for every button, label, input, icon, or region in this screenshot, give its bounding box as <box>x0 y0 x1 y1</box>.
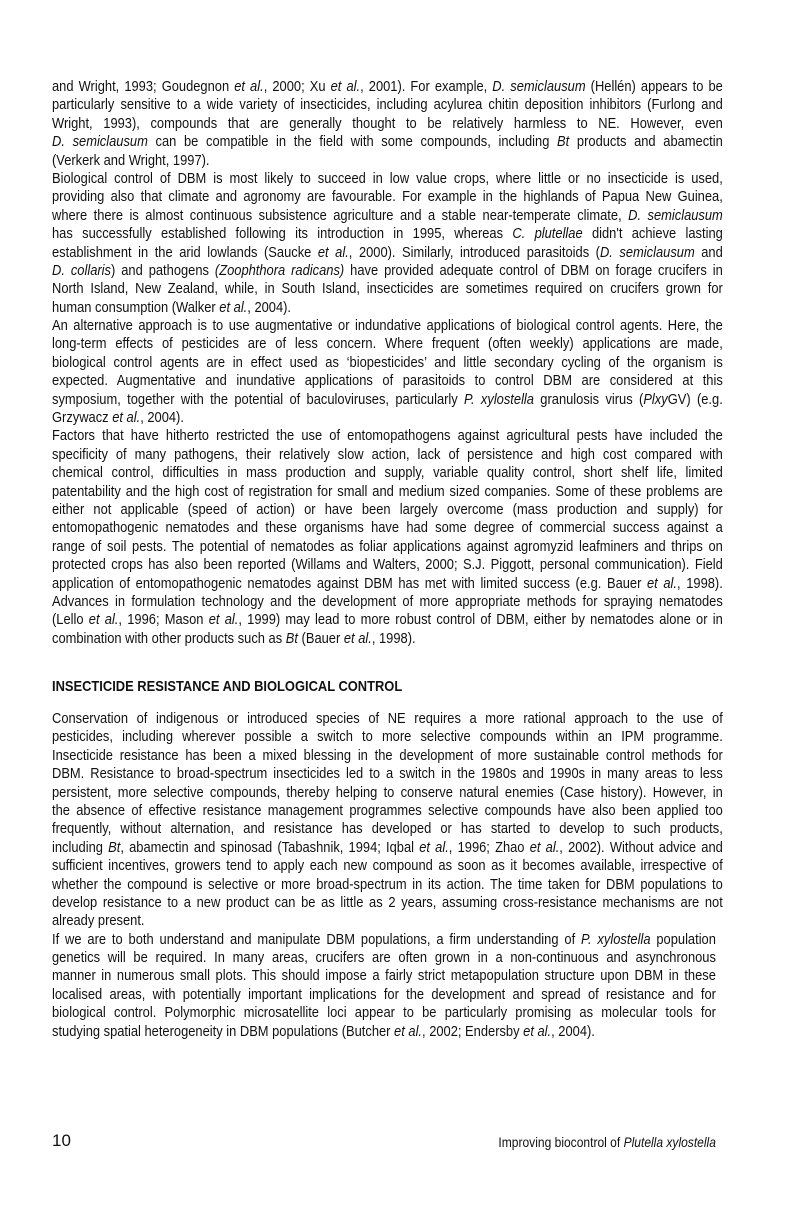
text-line <box>52 630 723 648</box>
text-run: long-term effects of pesticides are of less concern. Where frequent (often weekly) applications are made, <box>52 335 723 353</box>
text-run: combination with other products such as <box>52 629 286 647</box>
text-line <box>52 225 723 243</box>
text-line <box>52 464 723 482</box>
text-run: develop resistance to a new product can be as little as 2 years, assuming cross-resistance mechanisms are not <box>52 893 723 911</box>
text-run: (Hellén) appears to be <box>585 78 723 95</box>
italic-run: D. semiclausum <box>599 243 695 261</box>
text-run: , 2001). For example, <box>360 78 493 95</box>
paragraph <box>52 427 723 648</box>
text-line <box>52 354 723 372</box>
text-run: (Lello <box>52 611 89 629</box>
text-run: Insecticide resistance has been a mixed blessing in the development of more sustainable control methods for <box>52 746 723 764</box>
text-run: pesticides, including wherever possible a switch to more selective compounds within an IPM programme. <box>52 728 723 746</box>
italic-run: P. xylostella <box>581 930 651 948</box>
italic-run: Bt <box>285 629 298 647</box>
text-line <box>52 820 723 838</box>
text-run: , 2000; Xu <box>263 78 331 95</box>
text-run: can be compatible in the field with some compounds, including <box>147 133 558 151</box>
text-line <box>52 317 723 335</box>
text-run: manner in numerous small plots. This should impose a fairly strict metapopulation structure upon DBM in these <box>52 967 716 985</box>
text-line <box>52 244 723 262</box>
text-line <box>52 611 723 629</box>
italic-run: et al. <box>112 409 141 427</box>
italic-run: D. semiclausum <box>492 78 586 95</box>
text-run: North Island, New Zealand, while, in South Island, insecticides are sometimes required on crucifers grown for <box>52 280 723 298</box>
text-line <box>52 262 723 280</box>
page-number: 10 <box>52 1131 71 1150</box>
text-run: expected. Augmentative and inundative applications of parasitoids to control DBM are considered at this <box>52 372 723 390</box>
text-line <box>52 299 723 317</box>
text-line <box>52 501 723 519</box>
text-line <box>52 335 723 353</box>
text-run: the absence of effective resistance management programmes selective compounds have also been applied too <box>52 801 723 819</box>
text-run: studying spatial heterogeneity in DBM populations (Butcher <box>52 1022 395 1040</box>
text-run: ) and pathogens <box>110 261 215 279</box>
paragraph <box>52 170 723 317</box>
text-run: Conservation of indigenous or introduced species of NE requires a more rational approach to the use of <box>52 710 723 727</box>
text-run: has successfully established following its introduction in 1995, whereas <box>52 225 513 243</box>
text-run: (Verkerk and Wright, 1997). <box>52 151 210 169</box>
body-text-part-2 <box>52 710 723 1041</box>
italic-run: et al. <box>88 611 119 629</box>
italic-run: et al. <box>647 574 678 592</box>
text-run: entomopathogenic nematodes and these organisms have had some degree of commercial success against a <box>52 519 723 537</box>
running-title-prefix: Improving biocontrol of <box>498 1134 624 1150</box>
text-run: population <box>650 930 716 948</box>
italic-run: et al. <box>419 838 449 856</box>
text-line <box>52 802 723 820</box>
text-line <box>52 1023 723 1041</box>
italic-run: et al. <box>523 1022 552 1040</box>
text-run: , 2002). Without advice and <box>559 838 723 856</box>
text-run: Advances in formulation technology and the development of more appropriate methods for spraying nematodes <box>52 592 723 610</box>
text-line <box>52 728 723 746</box>
text-line <box>52 949 716 967</box>
text-run: Grzywacz <box>52 409 113 427</box>
text-run: , 1998). <box>371 629 416 647</box>
text-line <box>52 391 723 409</box>
text-run: , 2004). <box>140 409 184 427</box>
text-run: patentability and the high cost of registration for small and medium sized companies. Some of these problems are <box>52 482 723 500</box>
paragraph <box>52 710 723 931</box>
text-run: including <box>52 838 109 856</box>
text-run: protected crops has also been reported (Willams and Walters, 2000; S.J. Piggott, personal communication). Field <box>52 556 723 574</box>
text-line <box>52 894 723 912</box>
text-run: , 2002; Endersby <box>422 1022 524 1040</box>
text-run: specificity of many pathogens, their relatively slow action, lack of persistence and high cost compared with <box>52 445 723 463</box>
italic-run: P. xylostella <box>464 390 534 408</box>
text-line <box>52 912 723 930</box>
text-line <box>52 784 723 802</box>
text-line <box>52 207 723 225</box>
text-run: have provided adequate control of DBM on forage crucifers in <box>344 261 723 279</box>
italic-run: et al. <box>208 611 239 629</box>
text-line <box>52 1004 716 1022</box>
text-line <box>52 170 723 188</box>
text-line <box>52 765 723 783</box>
italic-run: et al. <box>219 298 248 316</box>
text-run: genetics will be required. In many areas, crucifers are often grown in a non-continuous and asynchronous <box>52 949 716 967</box>
text-run: biological control agents are in effect used as ‘biopesticides’ and little secondary cycling of the organism is <box>52 353 723 371</box>
text-run: providing also that climate and agronomy are favourable. For example in the highlands of Papua New Guinea, <box>52 188 723 206</box>
text-run: where there is almost continuous subsistence agriculture and a stable near-temperate climate, <box>52 206 629 224</box>
paragraph <box>52 317 723 427</box>
italic-run: et al. <box>394 1022 423 1040</box>
italic-run: et al. <box>529 838 560 856</box>
text-line <box>52 857 723 875</box>
text-line <box>52 747 723 765</box>
text-line <box>52 931 716 949</box>
text-line <box>52 986 716 1004</box>
text-run: products and abamectin <box>569 133 723 151</box>
text-run: and <box>694 243 723 261</box>
text-run: establishment in the arid lowlands (Saucke <box>52 243 318 261</box>
text-line <box>52 575 723 593</box>
section-heading: INSECTICIDE RESISTANCE AND BIOLOGICAL CONTROL <box>52 678 403 695</box>
italic-run: et al. <box>234 78 264 95</box>
text-run: , 2000). Similarly, introduced parasitoids ( <box>348 243 600 261</box>
text-run: , abamectin and spinosad (Tabashnik, 1994; Iqbal <box>120 838 420 856</box>
text-run: Factors that have hitherto restricted the use of entomopathogens against agricultural pests have included the <box>52 427 723 445</box>
text-run: persistent, more selective compounds, thereby helping to conserve natural enemies (Case history). However, in <box>52 783 723 801</box>
text-run: , 1998). <box>677 574 723 592</box>
text-line <box>52 96 723 114</box>
text-run: If we are to both understand and manipulate DBM populations, a firm understanding of <box>52 930 582 948</box>
body-text-part-1 <box>52 78 723 648</box>
text-line <box>52 133 723 151</box>
text-line <box>52 519 723 537</box>
text-line <box>52 372 723 390</box>
running-title <box>498 1134 716 1150</box>
text-run: symposium, together with the potential of baculoviruses, particularly <box>52 390 465 408</box>
italic-run: (Zoophthora radicans) <box>214 261 345 279</box>
text-line <box>52 115 723 133</box>
text-run: An alternative approach is to use augmentative or indundative applications of biological control agents. Here, the <box>52 317 723 335</box>
text-run: , 1996; Mason <box>118 611 209 629</box>
text-line <box>52 446 723 464</box>
text-run: frequently, without alternation, and resistance has developed or has started to develop to such products, <box>52 820 723 838</box>
text-run: , 2004). <box>247 298 292 316</box>
text-line <box>52 483 723 501</box>
text-run: didn't achieve lasting <box>582 225 723 243</box>
text-run: biological control. Polymorphic microsatellite loci appear to be particularly promising as molecular tools for <box>52 1004 716 1022</box>
italic-run: Plxy <box>643 390 668 408</box>
text-run: application of entomopathogenic nematodes against DBM has met with limited success (e.g. Bauer <box>52 574 648 592</box>
italic-run: et al. <box>317 243 349 261</box>
italic-run: D. semiclausum <box>52 133 148 151</box>
text-line <box>52 876 723 894</box>
italic-run: D. collaris <box>52 261 111 279</box>
text-line <box>52 556 723 574</box>
text-line <box>52 409 723 427</box>
text-line <box>52 839 723 857</box>
italic-run: C. plutellae <box>512 225 583 243</box>
text-run: either not applicable (speed of action) or have been largely overcome (mass production and supply) for <box>52 500 723 518</box>
text-line <box>52 188 723 206</box>
text-line <box>52 967 716 985</box>
text-line <box>52 710 723 728</box>
text-line <box>52 78 723 96</box>
text-run: chemical control, difficulties in mass production and supply, variable quality control, short shelf life, limited <box>52 464 723 482</box>
text-run: human consumption (Walker <box>52 298 220 316</box>
text-run: already present. <box>52 912 145 930</box>
text-run: (Bauer <box>297 629 344 647</box>
text-line <box>52 280 723 298</box>
italic-run: Bt <box>557 133 570 151</box>
text-run: granulosis virus ( <box>533 390 644 408</box>
text-line <box>52 427 723 445</box>
text-run: , 1999) may lead to more robust control of DBM, either by nematodes alone or in <box>238 611 723 629</box>
text-run: DBM. Resistance to broad-spectrum insecticides led to a switch in the 1980s and 1990s in many areas to less <box>52 765 723 783</box>
italic-run: et al. <box>330 78 361 95</box>
text-run: , 2004). <box>551 1022 595 1040</box>
text-line <box>52 593 723 611</box>
italic-run: Bt <box>108 838 121 856</box>
text-run: whether the compound is selective or more broad-spectrum in its action. The time taken for DBM populations to <box>52 875 723 893</box>
italic-run: D. semiclausum <box>628 206 723 224</box>
text-run: Biological control of DBM is most likely to succeed in low value crops, where little or no insecticide is used, <box>52 169 723 187</box>
text-run: particularly sensitive to a wide variety of insecticides, including acylurea chitin deposition inhibitors (Furlong and <box>52 96 723 114</box>
italic-run: et al. <box>343 629 372 647</box>
text-line <box>52 538 723 556</box>
paragraph <box>52 931 723 1041</box>
text-line <box>52 152 723 170</box>
text-run: Wright, 1993), compounds that are generally thought to be relatively harmless to NE. However, even <box>52 114 723 132</box>
text-run: range of soil pests. The potential of nematodes as foliar applications against agromyzid leafminers and thrips on <box>52 537 723 555</box>
text-run: , 1996; Zhao <box>448 838 530 856</box>
text-run: sufficient incentives, growers tend to apply each new compound as soon as it becomes available, irrespective of <box>52 857 723 875</box>
text-run: and Wright, 1993; Goudegnon <box>52 78 235 95</box>
running-title-species: Plutella xylostella <box>623 1134 716 1150</box>
text-run: localised areas, with potentially important implications for the development and spread of resistance and for <box>52 985 716 1003</box>
paragraph <box>52 78 723 170</box>
text-run: GV) (e.g. <box>667 390 723 408</box>
